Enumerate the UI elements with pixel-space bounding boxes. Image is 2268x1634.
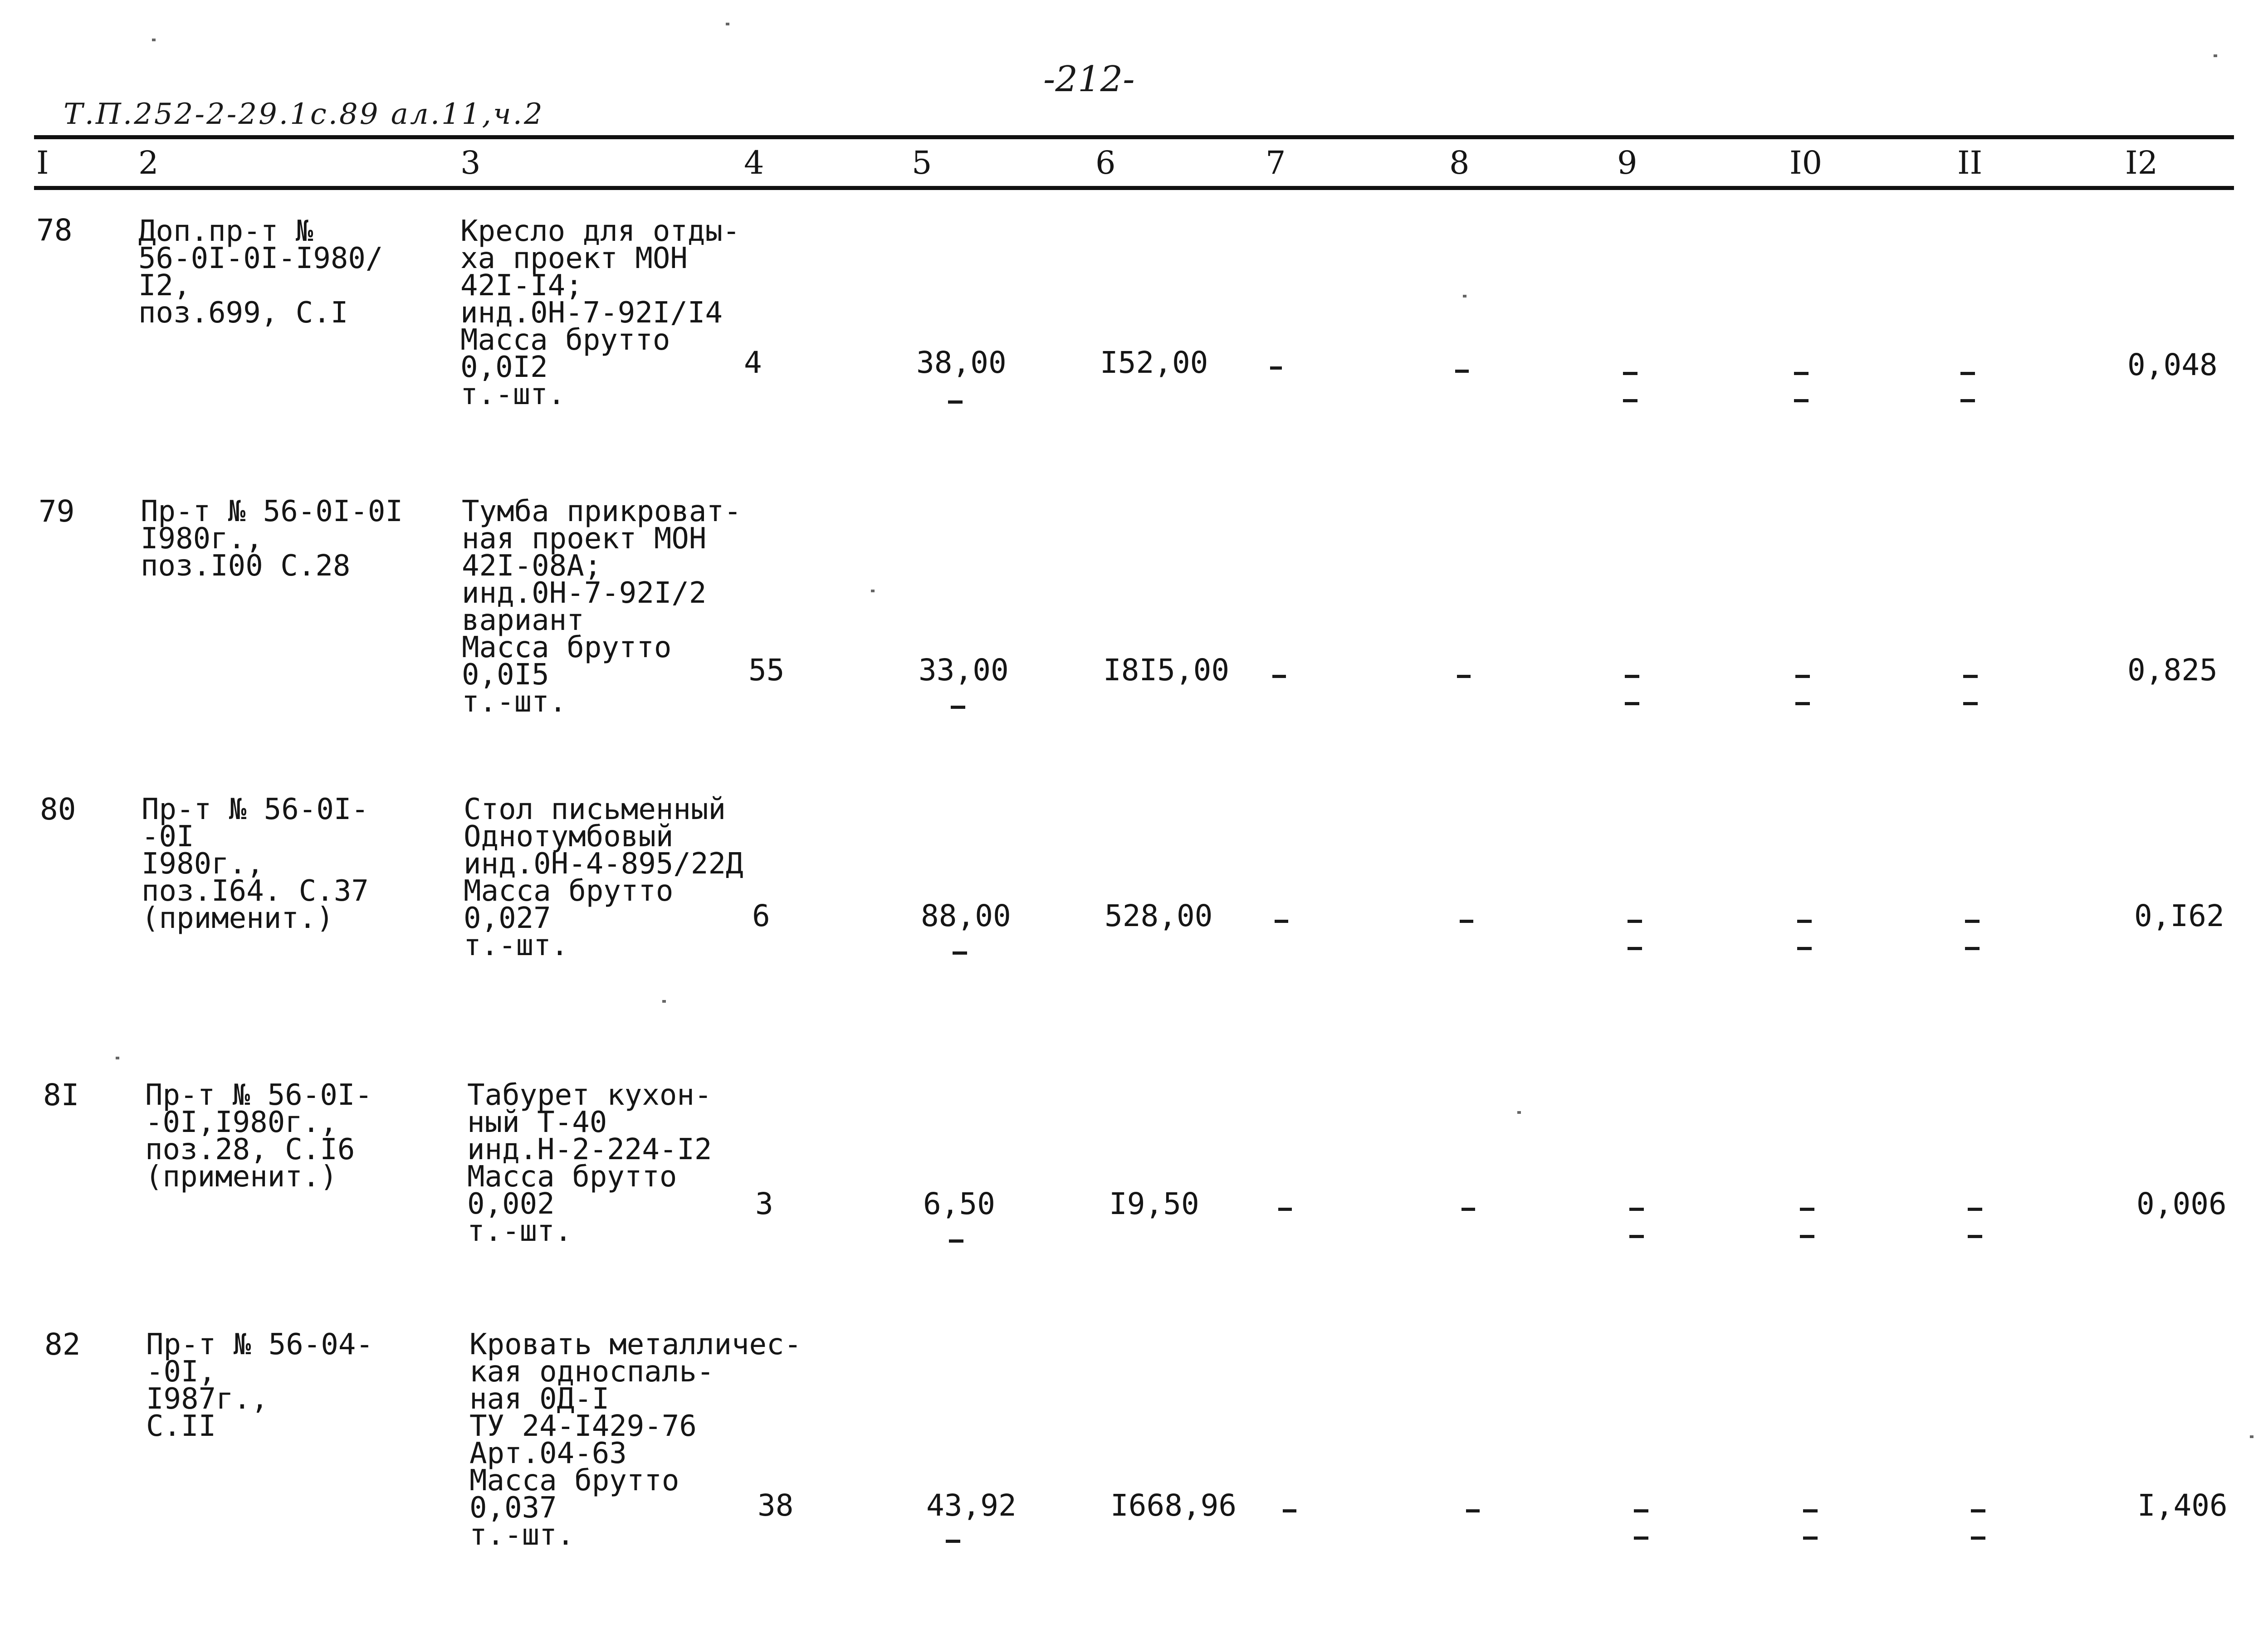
col7-dash [1283,1509,1296,1512]
col11-dash [1965,920,1980,923]
quantity: 38 [758,1488,794,1523]
col11-dash [1963,675,1978,678]
col10-dash [1795,675,1810,678]
row-number: 82 [44,1327,81,1362]
page-number: -212- [1043,59,1135,100]
quantity: 3 [755,1186,773,1221]
total-mass: 0,048 [2127,347,2218,382]
total-cost: I8I5,00 [1103,653,1230,688]
total-cost: I52,00 [1100,345,1208,380]
column-header-3: 3 [460,144,481,181]
price-dash [951,706,965,709]
col9-dash-lower [1629,1235,1644,1238]
price-dash [946,1540,960,1543]
col10-dash-lower [1794,399,1809,402]
column-header-11: II [1957,144,1983,181]
total-mass: 0,006 [2136,1186,2227,1221]
total-cost: I9,50 [1109,1186,1199,1221]
total-cost: 528,00 [1105,898,1213,933]
col9-dash-lower [1625,702,1639,705]
scan-speck [1463,295,1466,298]
source-reference: Пр-т № 56-0I- -0I,I980г., поз.28, С.I6 (применит.) [145,1078,372,1194]
table-header-rule [34,186,2234,190]
col7-dash [1270,366,1282,370]
column-header-8: 8 [1449,144,1470,181]
scan-speck [871,590,875,592]
col8-dash [1466,1509,1480,1512]
item-description: Стол письменный Однотумбовый инд.0Н-4-895/22Д Масса брутто 0,027 т.-шт. [464,793,743,962]
col9-dash [1629,1208,1644,1211]
scan-speck [116,1057,119,1059]
row-number: 80 [40,792,76,827]
total-cost: I668,96 [1110,1488,1237,1523]
unit-price: 38,00 [916,345,1007,380]
price-dash [949,1239,963,1243]
item-description: Кресло для отды- ха проект МОН 42I-I4; инд.0Н-7-92I/I4 Масса брутто 0,0I2 т.-шт. [460,215,740,411]
item-description: Тумба прикроват- ная проект МОН 42I-08А; инд.0Н-7-92I/2 вариант Масса брутто 0,0I5 т.-шт. [462,495,742,719]
col11-dash [1971,1509,1985,1512]
col8-dash [1457,675,1471,678]
scan-speck [152,39,156,41]
row-number: 78 [36,213,73,248]
col10-dash-lower [1797,947,1812,950]
item-description: Табурет кухон- ный Т-40 инд.Н-2-224-I2 Масса брутто 0,002 т.-шт. [467,1078,712,1248]
col11-dash-lower [1963,702,1978,705]
col11-dash-lower [1971,1536,1985,1540]
price-dash [953,951,967,955]
scan-speck [662,1000,666,1003]
col11-dash [1960,372,1975,375]
col11-dash-lower [1965,947,1980,950]
col7-dash [1278,1208,1292,1211]
col9-dash [1628,920,1642,923]
total-mass: 0,825 [2127,653,2218,688]
total-mass: I,406 [2137,1488,2228,1523]
unit-price: 33,00 [919,653,1009,688]
unit-price: 88,00 [921,898,1011,933]
column-header-6: 6 [1095,144,1116,181]
column-header-10: I0 [1789,144,1823,181]
quantity: 55 [748,653,785,688]
column-header-12: I2 [2125,144,2158,181]
col10-dash [1797,920,1812,923]
table-top-rule [34,135,2234,139]
column-header-5: 5 [912,144,932,181]
col8-dash [1460,920,1473,923]
col9-dash-lower [1628,947,1642,950]
scan-speck [2214,54,2217,57]
scan-speck [1517,1111,1521,1114]
col10-dash-lower [1803,1536,1818,1540]
document-reference: Т.П.252-2-29.1с.89 ал.11,ч.2 [64,98,544,131]
source-reference: Пр-т № 56-0I- -0I I980г., поз.I64. С.37 (применит.) [142,793,369,935]
column-header-7: 7 [1266,144,1286,181]
row-number: 79 [39,494,75,529]
unit-price: 43,92 [926,1488,1017,1523]
col7-dash [1275,920,1288,923]
source-reference: Пр-т № 56-04- -0I, I987г., С.II [146,1328,373,1443]
source-reference: Пр-т № 56-0I-0I I980г., поз.I00 С.28 [141,495,403,583]
column-header-4: 4 [744,144,764,181]
col9-dash [1634,1509,1648,1512]
column-header-1: I [36,144,49,181]
col11-dash-lower [1968,1235,1982,1238]
col11-dash [1968,1208,1982,1211]
scan-speck [2250,1435,2253,1438]
column-header-9: 9 [1617,144,1637,181]
col10-dash [1803,1509,1818,1512]
quantity: 6 [752,898,770,933]
col7-dash [1272,675,1286,678]
column-header-2: 2 [138,144,159,181]
total-mass: 0,I62 [2134,898,2224,933]
col9-dash-lower [1623,399,1637,402]
col10-dash-lower [1795,702,1810,705]
quantity: 4 [744,345,762,380]
col9-dash-lower [1634,1536,1648,1540]
price-dash [948,400,963,404]
row-number: 8I [43,1078,79,1112]
col9-dash [1625,675,1639,678]
col10-dash [1800,1208,1814,1211]
col8-dash [1455,370,1469,373]
col9-dash [1623,372,1637,375]
source-reference: Доп.пр-т № 56-0I-0I-I980/ I2, поз.699, С.I [138,215,383,330]
col10-dash-lower [1800,1235,1814,1238]
unit-price: 6,50 [923,1186,995,1221]
item-description: Кровать металличес- кая односпаль- ная 0Д-I ТУ 24-I429-76 Арт.04-63 Масса брутто 0,037 т.-шт. [469,1328,802,1552]
scan-speck [726,23,729,25]
col8-dash [1461,1208,1475,1211]
col10-dash [1794,372,1809,375]
col11-dash-lower [1960,399,1975,402]
